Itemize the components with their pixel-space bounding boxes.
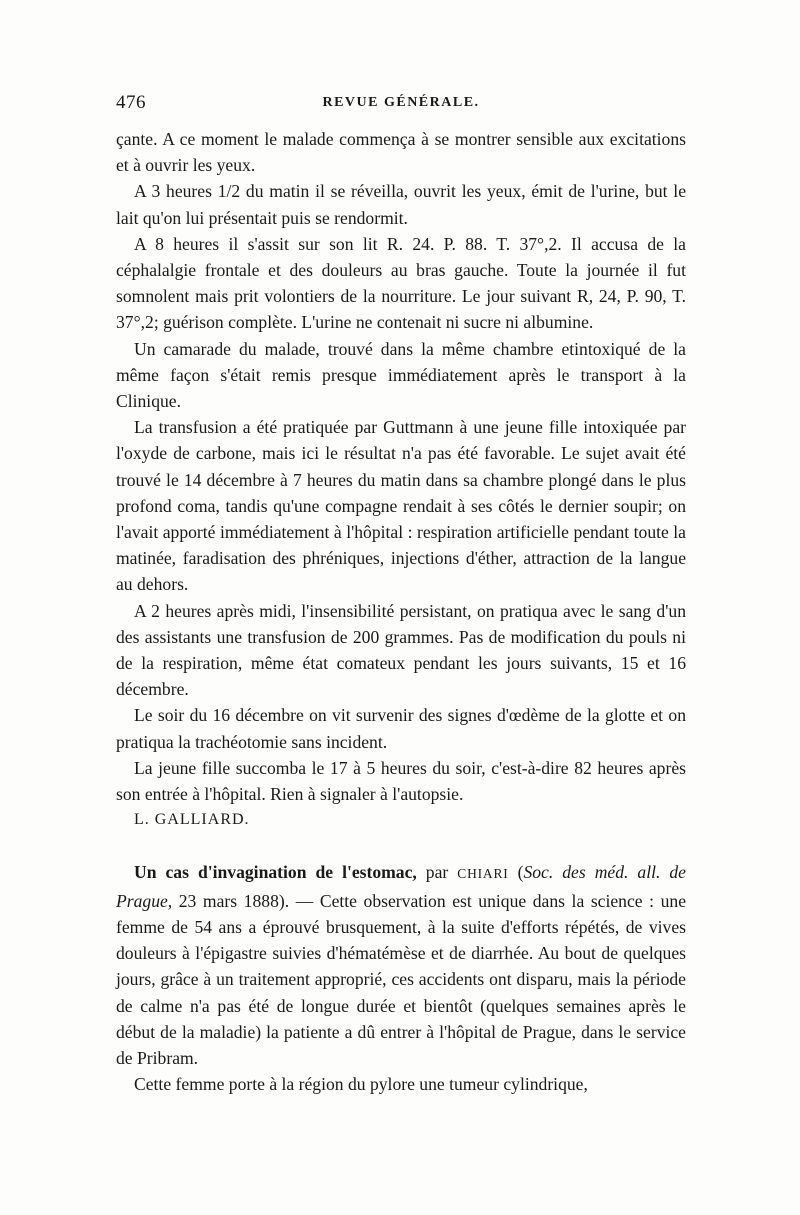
paragraph: A 3 heures 1/2 du matin il se réveilla, ouvrit les yeux, émit de l'urine, but le lait qu'on lui présentait puis se rendormit.	[116, 181, 686, 228]
article-source-open: (	[508, 862, 524, 883]
article-author: CHIARI	[457, 866, 509, 882]
running-title: REVUE GÉNÉRALE.	[322, 95, 480, 110]
paragraph: A 2 heures après midi, l'insensibilité persistant, on pratiqua avec le sang d'un des assistants une transfusion de 200 grammes. Pas de modification du pouls ni de la respiration, même état comateux pendant les jours suivants, 15 et 16 décembre.	[116, 600, 686, 700]
paragraph: Le soir du 16 décembre on vit survenir des signes d'œdème de la glotte et on pratiqua la trachéotomie sans incident.	[116, 705, 686, 752]
paragraph: La transfusion a été pratiquée par Guttmann à une jeune fille intoxiquée par l'oxyde de carbone, mais ici le résultat n'a pas été favorable. Le sujet avait été trouvé le 14 décembre à 7 heures du matin dans sa chambre plongé dans le plus profond coma, tandis qu'une compagne rendait à ses côtés le dernier soupir; on l'avait apporté immédiatement à l'hôpital : respiration artificielle pendant toute la matinée, faradisation des phréniques, injections d'éther, attraction de la langue au dehors.	[116, 417, 686, 595]
page-header	[116, 92, 686, 122]
page-number: 476	[116, 92, 146, 113]
article-intro: Cette observation est unique dans la science : une femme de 54 ans a éprouvé brusquement, à la suite d'efforts répétés, de vives douleurs à l'épigastre suivies d'hématémèse et de diarrhée. Au bout de quelques jours, grâce à un traitement approprié, ces accidents ont disparu, mais la période de calme n'a pas été de longue durée et bientôt (quelques semaines après le début de la maladie) la patiente a dû entrer à l'hôpital de Prague, dans le service de Pribram.	[116, 890, 687, 1068]
author-signature: L. GALLIARD.	[134, 811, 250, 829]
article-title: Un cas d'invagination de l'estomac,	[134, 862, 417, 883]
paragraph: A 8 heures il s'assit sur son lit R. 24. P. 88. T. 37°,2. Il accusa de la céphalalgie frontale et des douleurs au bras gauche. Toute la journée il fut somnolent mais prit volontiers de la nourriture. Le jour suivant R, 24, P. 90, T. 37°,2; guérison complète. L'urine ne contenait ni sucre ni albumine.	[116, 233, 686, 333]
article-source: Soc. des méd. all. de Prague,	[116, 862, 686, 911]
paragraph-continuation: çante. A ce moment le malade commença à se montrer sensible aux excitations et à ouvrir les yeux.	[116, 129, 686, 176]
article-by: par	[416, 862, 458, 883]
paragraph: La jeune fille succomba le 17 à 5 heures du soir, c'est-à-dire 82 heures après son entrée à l'hôpital. Rien à signaler à l'autopsie.	[116, 757, 686, 805]
article-paragraph	[116, 859, 686, 1071]
page-body	[116, 126, 686, 1097]
article-date: 23 mars 1888). —	[172, 890, 320, 911]
paragraph: Un camarade du malade, trouvé dans la même chambre etintoxiqué de la même façon s'était remis presque immédiatement après le transport à la Clinique.	[116, 338, 686, 412]
paragraph: Cette femme porte à la région du pylore une tumeur cylindrique,	[134, 1074, 588, 1095]
section-spacer	[116, 833, 686, 859]
